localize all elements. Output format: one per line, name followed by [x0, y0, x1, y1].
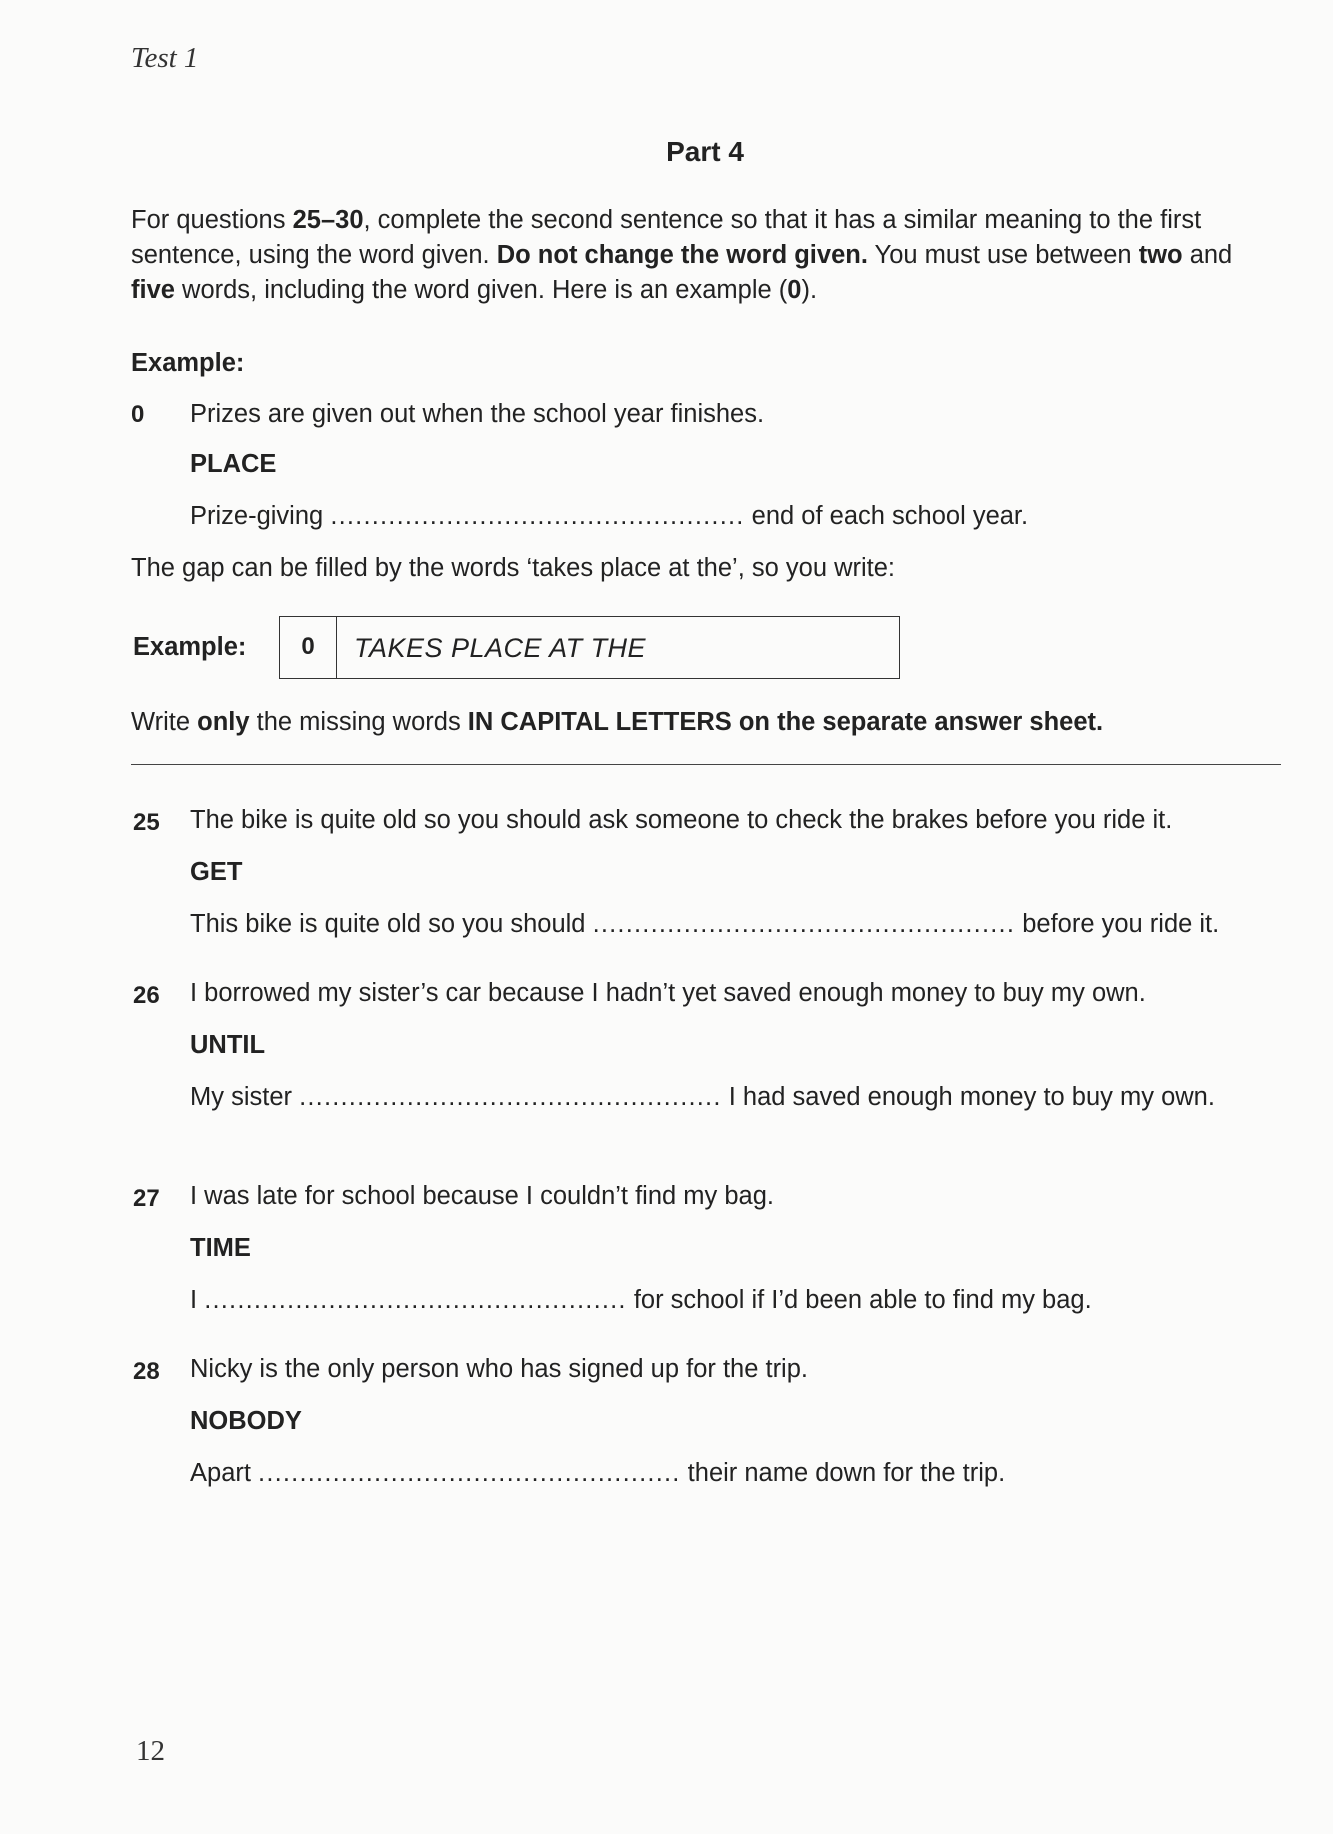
instructions-emphasis: two — [1138, 241, 1183, 269]
question-keyword: UNTIL — [190, 1031, 266, 1059]
question-number: 26 — [133, 982, 160, 1009]
example-gap: .................................................. — [330, 502, 745, 530]
answer-box-number: 0 — [280, 617, 337, 678]
question-second-sentence: Apart ................................................... their name down for the trip. — [190, 1459, 1006, 1487]
instructions-text: ). — [801, 276, 818, 304]
instructions-text: and — [1182, 241, 1233, 269]
example-number: 0 — [131, 401, 145, 428]
instructions — [131, 203, 1281, 308]
answer-box-answer: TAKES PLACE AT THE — [354, 633, 647, 663]
example-keyword: PLACE — [190, 450, 277, 478]
question-number: 27 — [133, 1185, 160, 1212]
question-second-sentence: I ................................................... for school if I’d been able to find my bag. — [190, 1286, 1092, 1314]
question-sentence: Nicky is the only person who has signed up for the trip. — [190, 1355, 808, 1383]
answer-box-label: Example: — [133, 633, 247, 661]
question-second-sentence: My sister ................................................... I had saved enough money to buy my own. — [190, 1083, 1215, 1111]
question-keyword: GET — [190, 858, 243, 886]
instructions-emphasis: five — [131, 276, 175, 304]
question-keyword: TIME — [190, 1234, 251, 1262]
question-second-sentence: This bike is quite old so you should ................................................... before you ride it. — [190, 910, 1220, 938]
answer-gap: ................................................... — [204, 1286, 627, 1314]
answer-gap: ................................................... — [299, 1083, 722, 1111]
answer-gap: ................................................... — [258, 1459, 681, 1487]
instructions-text: You must use between — [867, 241, 1139, 269]
question-number: 25 — [133, 809, 160, 836]
answer-gap: ................................................... — [592, 910, 1016, 938]
example-answer-box — [279, 616, 900, 679]
question-sentence: I was late for school because I couldn’t find my bag. — [190, 1182, 774, 1210]
instructions-emphasis: 0 — [787, 276, 802, 304]
question-sentence: The bike is quite old so you should ask someone to check the brakes before you ride it. — [190, 806, 1173, 834]
divider-rule — [131, 764, 1281, 765]
part-heading: Part 4 — [666, 136, 744, 167]
question-range: 25–30 — [292, 206, 364, 234]
example-sentence: Prizes are given out when the school year finishes. — [190, 400, 765, 428]
running-header: Test 1 — [131, 42, 199, 74]
example-second-sentence: Prize-giving .................................................. end of each school year. — [190, 502, 1029, 530]
example-explanation: The gap can be filled by the words ‘takes place at the’, so you write: — [131, 554, 896, 582]
question-sentence: I borrowed my sister’s car because I hadn’t yet saved enough money to buy my own. — [190, 979, 1146, 1007]
question-keyword: NOBODY — [190, 1407, 302, 1435]
write-note: Write only the missing words IN CAPITAL LETTERS on the separate answer sheet. — [131, 708, 1104, 736]
instructions-text: , complete the second sentence so that it has a similar meaning to the first sentence, using the word given. — [131, 206, 1202, 269]
question-number: 28 — [133, 1358, 160, 1385]
instructions-text: words, including the word given. Here is an example ( — [174, 276, 788, 304]
example-label: Example: — [131, 349, 245, 377]
page-number: 12 — [136, 1735, 165, 1767]
instructions-emphasis: Do not change the word given. — [496, 241, 868, 269]
instructions-text: For questions — [131, 206, 293, 234]
